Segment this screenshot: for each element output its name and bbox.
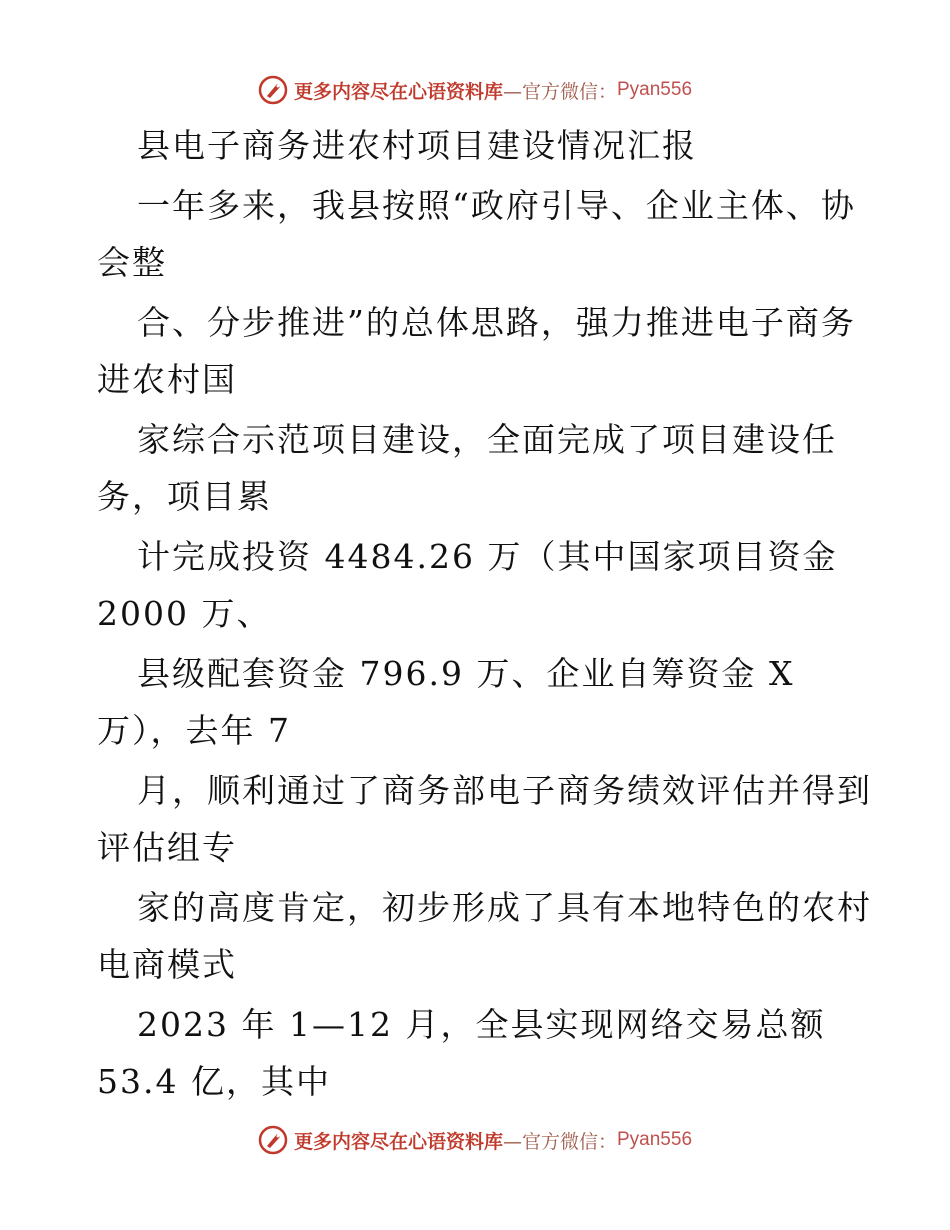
watermark-header [0,70,950,110]
document-title: 县电子商务进农村项目建设情况汇报 [137,126,697,165]
pen-nib-circle-icon [258,1125,288,1155]
paragraph-line: 万），去年 7 [97,711,291,750]
paragraph-line: 会整 [97,243,167,282]
watermark-wechat-id: Pyan556 [617,79,693,100]
paragraph-line: 务，项目累 [97,477,272,516]
paragraph-line: 计完成投资 4484.26 万（其中国家项目资金 [137,537,838,576]
watermark-wechat-id: Pyan556 [617,1129,693,1150]
paragraph-line: 一年多来，我县按照“政府引导、企业主体、协 [137,186,856,225]
watermark-main-text: 更多内容尽在心语资料库 [293,80,503,103]
paragraph-line: 月，顺利通过了商务部电子商务绩效评估并得到 [137,771,872,810]
paragraph-line: 2023 年 1—12 月，全县实现网络交易总额 [137,1005,826,1044]
paragraph-line: 评估组专 [97,828,237,867]
paragraph-line: 53.4 亿，其中 [97,1062,331,1101]
paragraph-line: 家的高度肯定，初步形成了具有本地特色的农村 [137,888,872,927]
watermark-footer [0,1120,950,1160]
paragraph-line: 2000 万、 [97,594,272,633]
pen-nib-circle-icon [258,75,288,105]
paragraph-line: 县级配套资金 796.9 万、企业自筹资金 X [137,654,795,693]
watermark-main-text: 更多内容尽在心语资料库 [293,1130,503,1153]
paragraph-line: 家综合示范项目建设，全面完成了项目建设任 [137,420,837,459]
paragraph-line: 电商模式 [97,945,237,984]
paragraph-line: 进农村国 [97,360,237,399]
watermark-dash-text: —官方微信： [502,80,617,103]
paragraph-line: 合、分步推进”的总体思路，强力推进电子商务 [137,303,856,342]
watermark-dash-text: —官方微信： [502,1130,617,1153]
